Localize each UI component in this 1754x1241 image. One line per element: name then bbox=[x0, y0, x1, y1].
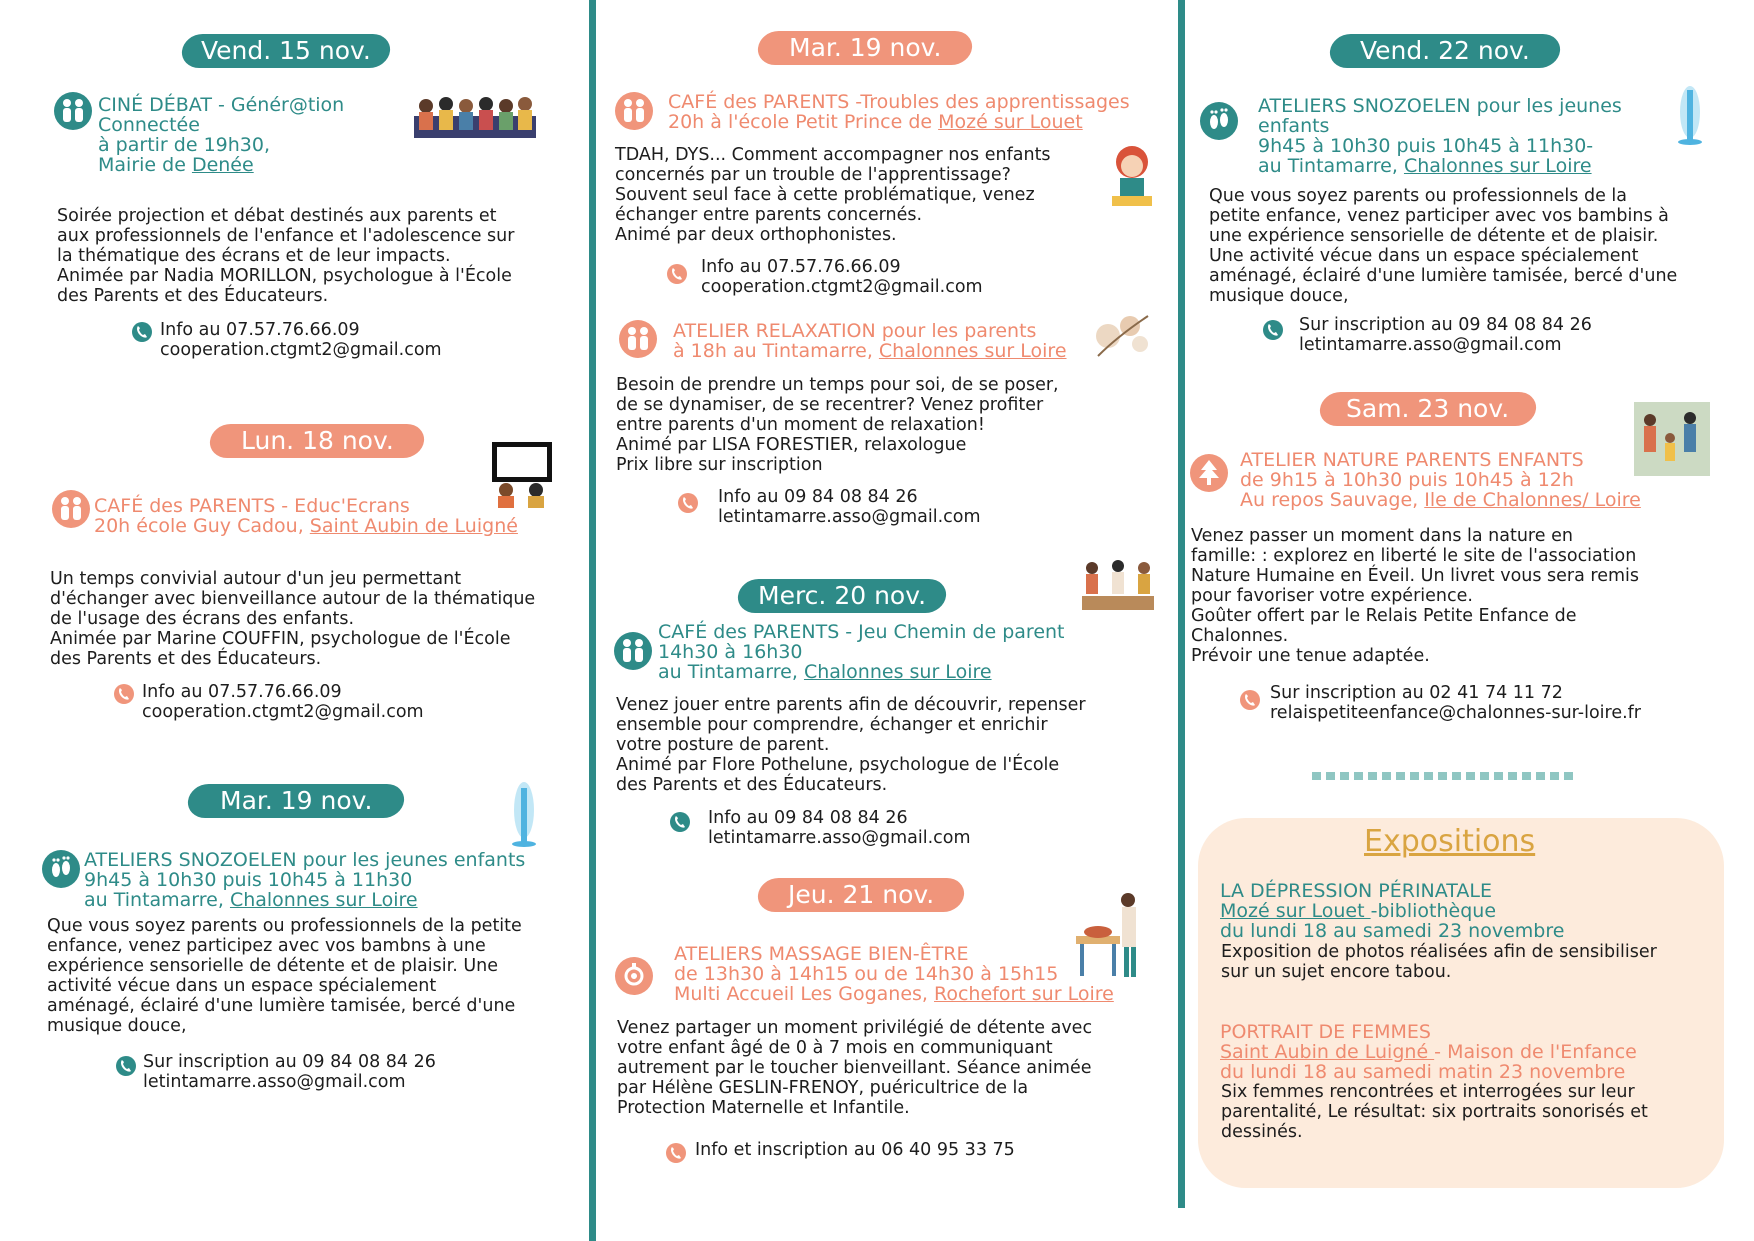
event-title: ATELIERS SNOZOELEN pour les jeunes enfants bbox=[84, 849, 526, 871]
contact-info: Info au 07.57.76.66.09 cooperation.ctgmt2@gmail.com bbox=[160, 320, 442, 360]
event-title: CINÉ DÉBAT - Génér@tion bbox=[98, 94, 345, 116]
event-description: Que vous soyez parents ou professionnels de la petite enfance, venez participer avec vos bambins à une expérience sensorielle de détente et de plaisir. Une activité vécue dans un espace spécialement aménagé, éclairé d'une lumière tamisée, bercé d'une musique douce, bbox=[1209, 186, 1678, 306]
link-chalonnes[interactable]: Chalonnes sur Loire bbox=[1403, 155, 1592, 177]
event-title: CAFÉ des PARENTS - Educ'Ecrans bbox=[94, 495, 410, 517]
email-link[interactable]: cooperation.ctgmt2@gmail.com bbox=[142, 702, 424, 722]
dotted-separator bbox=[1312, 772, 1576, 780]
expo-depression: LA DÉPRESSION PÉRINATALE Mozé sur Louet -bibliothèque du lundi 18 au samedi 23 novembre bbox=[1220, 880, 1565, 942]
event-title: CAFÉ des PARENTS - Jeu Chemin de parent bbox=[658, 621, 1065, 643]
date-badge-jeu-21: Jeu. 21 nov. bbox=[756, 878, 966, 912]
link-saint-aubin[interactable]: Saint Aubin de Luigné bbox=[1220, 1041, 1435, 1063]
parents-icon bbox=[615, 92, 653, 130]
pacifier-icon bbox=[615, 957, 653, 995]
link-chalonnes[interactable]: Chalonnes sur Loire bbox=[878, 340, 1067, 362]
event-title: CAFÉ des PARENTS -Troubles des apprentissages bbox=[668, 91, 1130, 113]
audience-illustration bbox=[414, 92, 536, 138]
event-description: Venez jouer entre parents afin de découvrir, repenser ensemble pour comprendre, échanger et enrichir votre posture de parent. Animé par Flore Pothelune, psychologue de l'École des Parents et des Éducateurs. bbox=[616, 695, 1086, 795]
column-divider-left bbox=[589, 0, 596, 1241]
phone-icon bbox=[667, 264, 687, 284]
contact-info: Sur inscription au 09 84 08 84 26 letintamarre.asso@gmail.com bbox=[1299, 315, 1592, 355]
child-learning-illustration bbox=[1102, 138, 1162, 208]
event-description: Besoin de prendre un temps pour soi, de se poser, de se dynamiser, de se recentrer? Venez profiter entre parents d'un moment de relaxation! Animé par LISA FORESTIER, relaxologue Prix libre sur inscription bbox=[616, 375, 1059, 475]
event-description: Venez passer un moment dans la nature en famille: : explorez en liberté le site de l'association Nature Humaine en Éveil. Un livret vous sera remis pour favoriser votre expérience. Goûter offert par le Relais Petite Enfance de Chalonnes. Prévoir une tenue adaptée. bbox=[1191, 526, 1640, 666]
email-link[interactable]: letintamarre.asso@gmail.com bbox=[1299, 335, 1562, 355]
light-illustration bbox=[506, 780, 542, 848]
contact-info: Info au 09 84 08 84 26 letintamarre.asso@gmail.com bbox=[718, 487, 981, 527]
expositions-heading: Expositions bbox=[1364, 824, 1536, 859]
link-chalonnes[interactable]: Chalonnes sur Loire bbox=[803, 661, 992, 683]
link-moze[interactable]: Mozé sur Louet bbox=[1220, 900, 1371, 922]
email-link[interactable]: letintamarre.asso@gmail.com bbox=[143, 1072, 406, 1092]
link-ile-chalonnes[interactable]: Ile de Chalonnes/ Loire bbox=[1424, 489, 1641, 511]
expo-description: Exposition de photos réalisées afin de sensibiliser sur un sujet encore tabou. bbox=[1221, 942, 1657, 982]
event-nature: ATELIER NATURE PARENTS ENFANTS de 9h15 à 10h30 puis 10h45 à 12h Au repos Sauvage, Ile de Chalonnes/ Loire bbox=[1240, 449, 1641, 511]
phone-icon bbox=[116, 1056, 136, 1076]
parents-icon bbox=[52, 490, 90, 528]
contact-info: Info au 07.57.76.66.09 cooperation.ctgmt2@gmail.com bbox=[701, 257, 983, 297]
email-link[interactable]: cooperation.ctgmt2@gmail.com bbox=[701, 277, 983, 297]
family-nature-illustration bbox=[1634, 402, 1710, 476]
event-massage: ATELIERS MASSAGE BIEN-ÊTRE de 13h30 à 14h15 ou de 14h30 à 15h15 Multi Accueil Les Goganes, Rochefort sur Loire bbox=[674, 943, 1114, 1005]
email-link[interactable]: cooperation.ctgmt2@gmail.com bbox=[160, 340, 442, 360]
parents-icon bbox=[614, 632, 652, 670]
parents-icon bbox=[54, 92, 92, 130]
event-snozoelen: ATELIERS SNOZOELEN pour les jeunes enfants 9h45 à 10h30 puis 10h45 à 11h30- au Tintamarre, Chalonnes sur Loire bbox=[1258, 95, 1622, 177]
link-rochefort[interactable]: Rochefort sur Loire bbox=[934, 983, 1114, 1005]
phone-icon bbox=[1263, 320, 1283, 340]
event-title: ATELIER NATURE PARENTS ENFANTS bbox=[1240, 449, 1584, 471]
footprint-icon bbox=[42, 850, 80, 888]
date-badge-mar-19: Mar. 19 nov. bbox=[186, 784, 406, 818]
expo-title: LA DÉPRESSION PÉRINATALE bbox=[1220, 880, 1493, 902]
expo-portrait-femmes: PORTRAIT DE FEMMES Saint Aubin de Luigné - Maison de l'Enfance du lundi 18 au samedi matin 23 novembre bbox=[1220, 1021, 1637, 1083]
link-saint-aubin[interactable]: Saint Aubin de Luigné bbox=[309, 515, 518, 537]
email-link[interactable]: letintamarre.asso@gmail.com bbox=[708, 828, 971, 848]
event-cine-debat: CINÉ DÉBAT - Génér@tion Connectée à partir de 19h30, Mairie de Denée bbox=[98, 94, 345, 176]
link-denee[interactable]: Denée bbox=[191, 154, 254, 176]
footprint-icon bbox=[1200, 102, 1238, 140]
phone-icon bbox=[670, 812, 690, 832]
phone-icon bbox=[132, 322, 152, 342]
contact-info: Sur inscription au 02 41 74 11 72 relaispetiteenfance@chalonnes-sur-loire.fr bbox=[1270, 683, 1642, 723]
event-relaxation: ATELIER RELAXATION pour les parents à 18h au Tintamarre, Chalonnes sur Loire bbox=[673, 320, 1067, 362]
expo-title: PORTRAIT DE FEMMES bbox=[1220, 1021, 1431, 1043]
event-cafe-educ-ecrans: CAFÉ des PARENTS - Educ'Ecrans 20h école Guy Cadou, Saint Aubin de Luigné bbox=[94, 495, 518, 537]
light-illustration bbox=[1672, 84, 1708, 146]
event-title: ATELIER RELAXATION pour les parents bbox=[673, 320, 1037, 342]
link-chalonnes[interactable]: Chalonnes sur Loire bbox=[229, 889, 418, 911]
event-jeu-chemin: CAFÉ des PARENTS - Jeu Chemin de parent 14h30 à 16h30 au Tintamarre, Chalonnes sur Loire bbox=[658, 621, 1065, 683]
event-snozoelen: ATELIERS SNOZOELEN pour les jeunes enfants 9h45 à 10h30 puis 10h45 à 11h30 au Tintamarre, Chalonnes sur Loire bbox=[84, 849, 526, 911]
event-description: Que vous soyez parents ou professionnels de la petite enfance, venez participez avec vos bambns à une expérience sensorielle de détente et de plaisir. Une activité vécue dans un espace spécialement aménagé, éclairé d'une lumière tamisée, bercé d'une musique douce, bbox=[47, 916, 522, 1036]
email-link[interactable]: letintamarre.asso@gmail.com bbox=[718, 507, 981, 527]
date-badge-sam-23: Sam. 23 nov. bbox=[1318, 392, 1538, 426]
event-title: ATELIERS SNOZOELEN pour les jeunes bbox=[1258, 95, 1622, 117]
parents-group-illustration bbox=[1078, 554, 1158, 614]
contact-info: Sur inscription au 09 84 08 84 26 letintamarre.asso@gmail.com bbox=[143, 1052, 436, 1092]
date-badge-vend-22: Vend. 22 nov. bbox=[1328, 34, 1562, 68]
event-description: Un temps convivial autour d'un jeu permettant d'échanger avec bienveillance autour de la thématique de l'usage des écrans des enfants. Animée par Marine COUFFIN, psychologue de l'École des Parents et des Éducateurs. bbox=[50, 569, 536, 669]
phone-icon bbox=[666, 1143, 686, 1163]
phone-icon bbox=[678, 493, 698, 513]
expo-description: Six femmes rencontrées et interrogées sur leur parentalité, Le résultat: six portraits sonorisés et dessinés. bbox=[1221, 1082, 1648, 1142]
date-badge-merc-20: Merc. 20 nov. bbox=[736, 579, 948, 613]
date-badge-vend-15: Vend. 15 nov. bbox=[180, 34, 392, 68]
contact-info: Info et inscription au 06 40 95 33 75 bbox=[695, 1140, 1015, 1160]
parents-icon bbox=[619, 320, 657, 358]
event-cafe-troubles: CAFÉ des PARENTS -Troubles des apprentissages 20h à l'école Petit Prince de Mozé sur Louet bbox=[668, 91, 1130, 133]
event-description: Soirée projection et débat destinés aux parents et aux professionnels de l'enfance et l'adolescence sur la thématique des écrans et de leur impacts. Animée par Nadia MORILLON, psychologue à l'École des Parents et des Éducateurs. bbox=[57, 206, 515, 306]
flowers-illustration bbox=[1088, 306, 1154, 362]
tree-icon bbox=[1190, 454, 1228, 492]
date-badge-mar-19: Mar. 19 nov. bbox=[756, 31, 974, 65]
phone-icon bbox=[114, 684, 134, 704]
event-title: ATELIERS MASSAGE BIEN-ÊTRE bbox=[674, 943, 969, 965]
event-description: Venez partager un moment privilégié de détente avec votre enfant âgé de 0 à 7 mois en communiquant autrement par le toucher bienveillant. Séance animée par Hélène GESLIN-FRENOY, puéricultrice de la Protection Maternelle et Infantile. bbox=[617, 1018, 1093, 1118]
date-badge-lun-18: Lun. 18 nov. bbox=[208, 424, 426, 458]
contact-info: Info au 09 84 08 84 26 letintamarre.asso@gmail.com bbox=[708, 808, 971, 848]
link-moze[interactable]: Mozé sur Louet bbox=[938, 111, 1083, 133]
phone-icon bbox=[1240, 690, 1260, 710]
column-divider-right bbox=[1178, 0, 1185, 1208]
contact-info: Info au 07.57.76.66.09 cooperation.ctgmt2@gmail.com bbox=[142, 682, 424, 722]
event-description: TDAH, DYS... Comment accompagner nos enfants concernés par un trouble de l'apprentissage? Souvent seul face à cette problématique, venez échanger entre parents concernés. Animé par deux orthophonistes. bbox=[615, 145, 1051, 245]
email-link[interactable]: relaispetiteenfance@chalonnes-sur-loire.fr bbox=[1270, 703, 1642, 723]
